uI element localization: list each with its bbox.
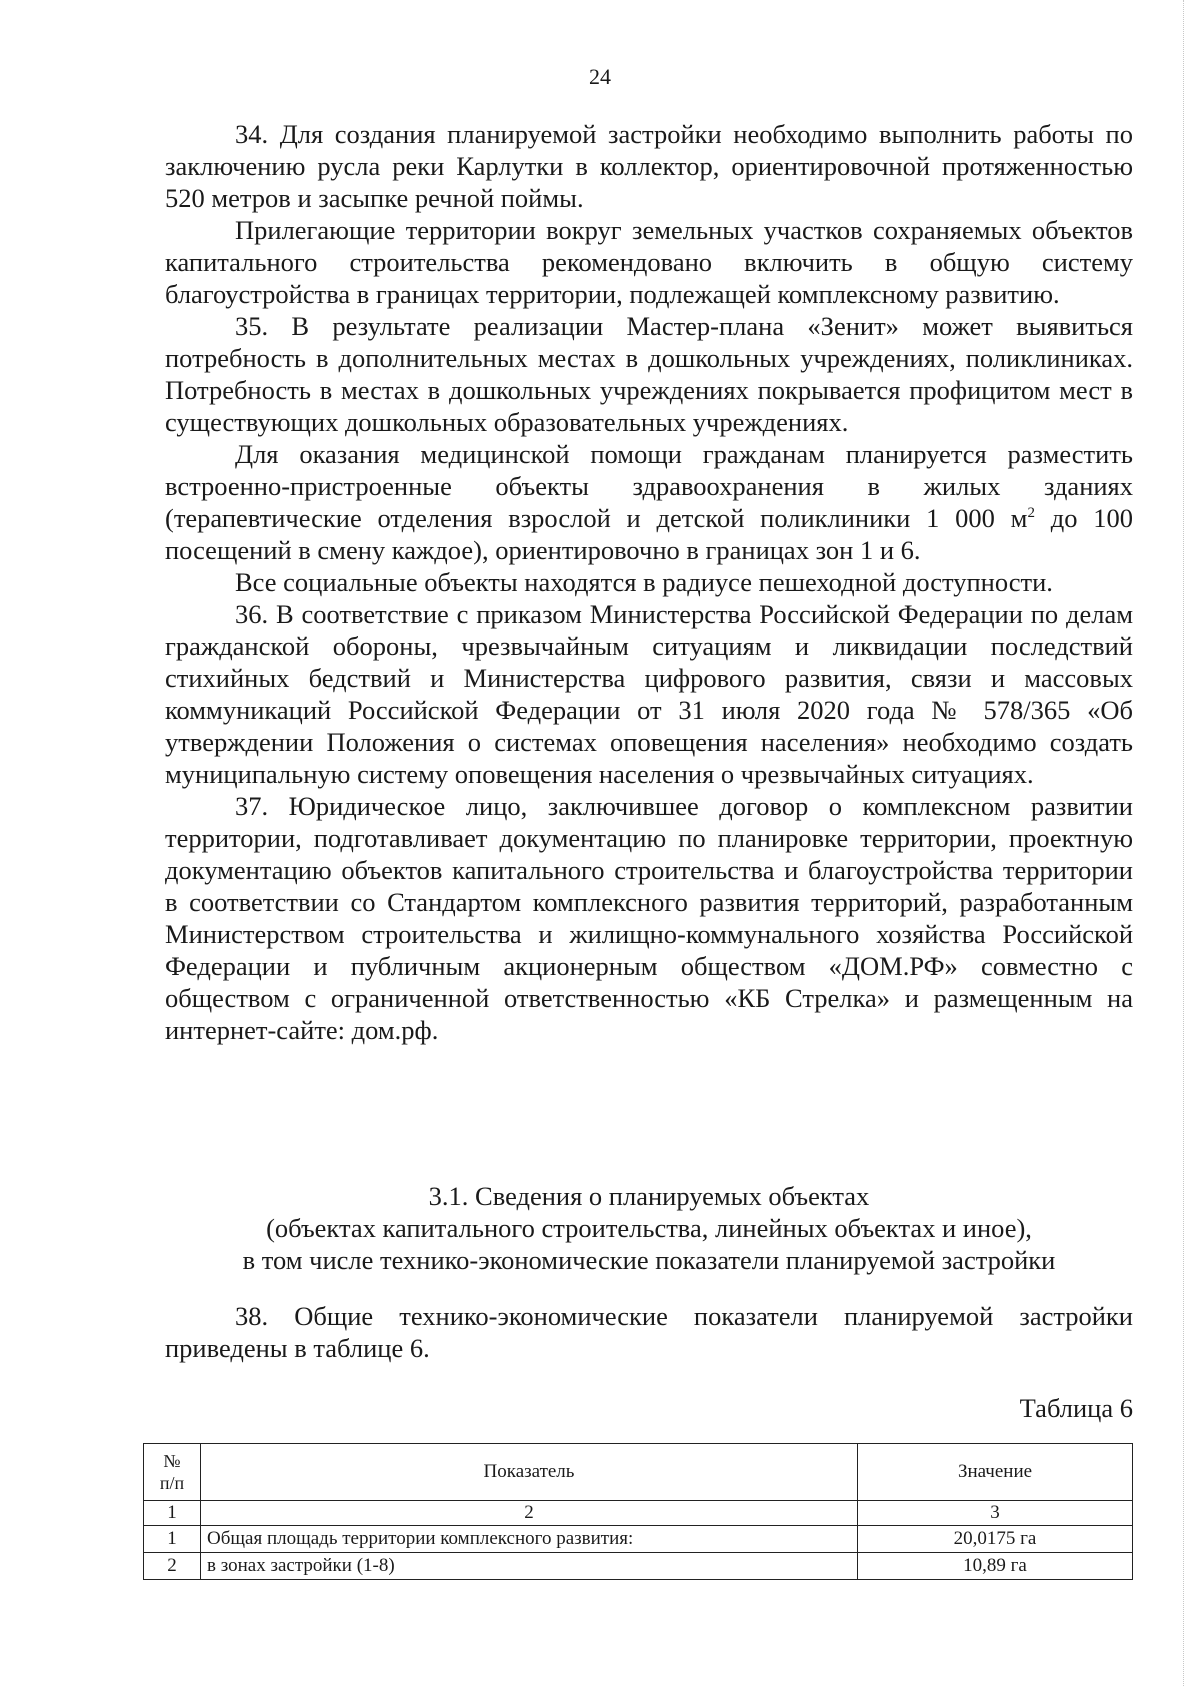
indicators-table [143,1443,1133,1580]
paragraph-35-medical-text: Для оказания медицинской помощи гражданам планируется разместить встроенно-пристроенные объекты здравоохранения в жилых зданиях (терапевтические отделения взрослой и детской поликлиники 1 000 м [165,439,1133,533]
table-numbering-row [144,1501,1133,1526]
paragraph-34: 34. Для создания планируемой застройки необходимо выполнить работы по заключению русла реки Карлутки в коллектор, ориентировочной протяженностью 520 метров и засыпке речной поймы. [165,119,1133,213]
table-row [144,1553,1133,1580]
row-indicator: в зонах застройки (1-8) [201,1553,858,1580]
numbering-cell: 1 [144,1501,201,1526]
paragraph-34-continued: Прилегающие территории вокруг земельных участков сохраняемых объектов капитального строительства рекомендовано включить в общую систему благоустройства в границах территории, подлежащей комплексному развитию. [165,215,1133,309]
paragraph-35-social: Все социальные объекты находятся в радиусе пешеходной доступности. [235,567,1053,597]
row-number: 2 [144,1553,201,1580]
row-value: 20,0175 га [858,1526,1133,1553]
table-header-row [144,1444,1133,1501]
paragraph-35-medical-tail: до 100 посещений в смену каждое), ориентировочно в границах зон 1 и 6. [165,503,1133,565]
table-row [144,1526,1133,1553]
section-heading [165,1180,1133,1276]
paragraph-35: 35. В результате реализации Мастер-плана «Зенит» может выявиться потребность в дополнительных местах в дошкольных учреждениях, поликлиниках. Потребность в местах в дошкольных учреждениях покрывается профицитом мест в существующих дошкольных образовательных учреждениях. [165,311,1133,437]
section-heading-line-2: (объектах капитального строительства, линейных объектах и иное), [266,1213,1032,1243]
superscript: 2 [1027,505,1035,522]
section-heading-line-1: 3.1. Сведения о планируемых объектах [428,1181,870,1211]
section-heading-line-3: в том числе технико-экономические показатели планируемой застройки [242,1245,1056,1275]
header-number [144,1444,201,1501]
header-number-abbr: п/п [159,1473,185,1493]
paragraph-37: 37. Юридическое лицо, заключившее договор о комплексном развитии территории, подготавливает документацию по планировке территории, проектную документацию объектов капитального строительства и благоустройства территории в соответствии со Стандартом комплексного развития территорий, разработанным Министерством строительства и жилищно-коммунального хозяйства Российской Федерации и публичным акционерным обществом «ДОМ.РФ» совместно с обществом с ограниченной ответственностью «КБ Стрелка» и размещенным на интернет-сайте: дом.рф. [165,791,1133,1045]
paragraph-38: 38. Общие технико-экономические показатели планируемой застройки приведены в таблице 6. [165,1301,1133,1363]
numbering-cell: 3 [858,1501,1133,1526]
page-number: 24 [589,64,611,89]
row-indicator: Общая площадь территории комплексного развития: [201,1526,858,1553]
row-number: 1 [144,1526,201,1553]
body-text [165,118,1133,1046]
scan-edge-divider [1183,0,1186,1686]
paragraph-35-medical [165,438,1133,566]
table-caption: Таблица 6 [1019,1393,1133,1423]
header-indicator: Показатель [201,1444,858,1501]
paragraph-36: 36. В соответствие с приказом Министерства Российской Федерации по делам гражданской обороны, чрезвычайным ситуациям и ликвидации последствий стихийных бедствий и Министерства цифрового развития, связи и массовых коммуникаций Российской Федерации от 31 июля 2020 года № 578/365 «Об утверждении Положения о системах оповещения населения» необходимо создать муниципальную систему оповещения населения о чрезвычайных ситуациях. [165,599,1133,789]
header-value: Значение [858,1444,1133,1501]
header-number-sign: № [163,1451,181,1471]
row-value: 10,89 га [858,1553,1133,1580]
numbering-cell: 2 [201,1501,858,1526]
